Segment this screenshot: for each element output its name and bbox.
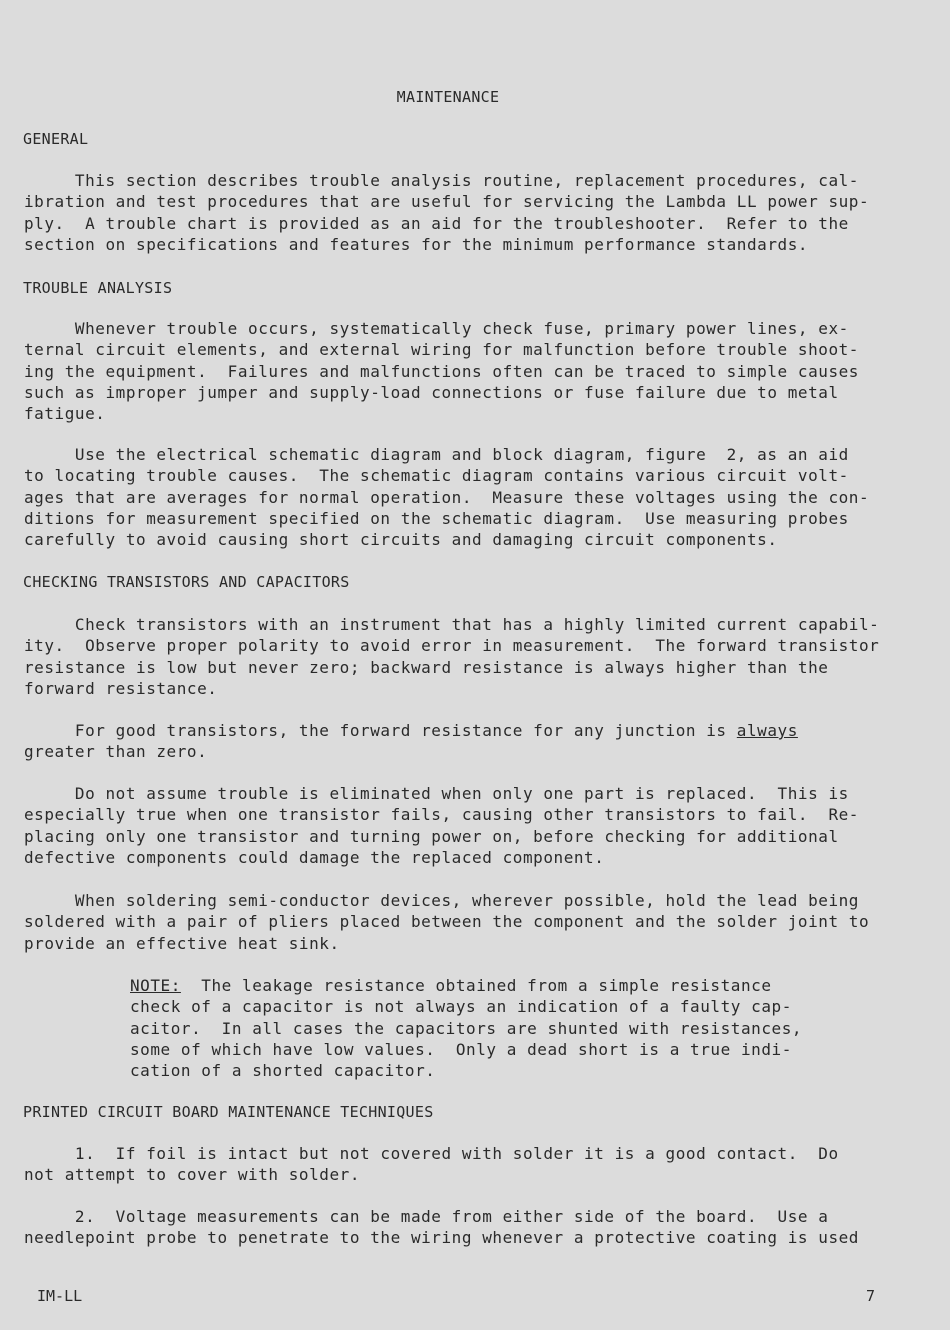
section-heading-trouble-analysis: TROUBLE ANALYSIS xyxy=(23,279,173,297)
list-item-pcb-1: 1. If foil is intact but not covered with solder it is a good contact. Do not attempt to cover with solder. xyxy=(24,1144,839,1185)
underlined-word-always: always xyxy=(736,721,798,740)
paragraph-checking-2-start: For good transistors, the forward resistance for any junction is xyxy=(24,721,737,740)
paragraph-checking-4: When soldering semi-conductor devices, wherever possible, hold the lead being soldered with a pair of pliers placed between the component and the solder joint to provide an effective heat sink. xyxy=(24,891,870,953)
paragraph-checking-2-end: greater than zero. xyxy=(24,742,208,762)
note-block xyxy=(130,975,850,1081)
section-heading-checking: CHECKING TRANSISTORS AND CAPACITORS xyxy=(23,573,350,591)
note-label: NOTE: xyxy=(130,976,181,995)
list-item-pcb-2: 2. Voltage measurements can be made from either side of the board. Use a needlepoint probe to penetrate to the wiring whenever a protective coating is used xyxy=(24,1207,859,1248)
paragraph-trouble-2: Use the electrical schematic diagram and block diagram, figure 2, as an aid to locating trouble causes. The schematic diagram contains various circuit volt- ages that are averages for normal operation. Measure these voltages using the con- ditions for measurement specified on the schematic diagram. Use measuring probes carefully to avoid causing short circuits and damaging circuit components. xyxy=(24,445,870,550)
page-number: 7 xyxy=(866,1287,876,1305)
paragraph-checking-2 xyxy=(24,720,914,763)
section-heading-pcb: PRINTED CIRCUIT BOARD MAINTENANCE TECHNIQUES xyxy=(23,1103,434,1121)
paragraph-checking-1: Check transistors with an instrument that has a highly limited current capabil- ity. Observe proper polarity to avoid error in measurement. The forward transistor resistance is low but never zero; backward resistance is always higher than the forward resistance. xyxy=(24,615,880,698)
page-title: MAINTENANCE xyxy=(396,88,500,106)
paragraph-checking-3: Do not assume trouble is eliminated when only one part is replaced. This is especially true when one transistor fails, causing other transistors to fail. Re- placing only one transistor and turning power on, before checking for additional defective components could damage the replaced component. xyxy=(24,784,859,867)
footer-document-id: IM-LL xyxy=(37,1287,83,1305)
note-text: The leakage resistance obtained from a simple resistance check of a capacitor is not always an indication of a faulty cap- acitor. In all cases the capacitors are shunted with resistances, some of which have low values. Only a dead short is a true indi- cation of a shorted capacitor. xyxy=(130,976,803,1081)
paragraph-trouble-1: Whenever trouble occurs, systematically check fuse, primary power lines, ex- ternal circuit elements, and external wiring for malfunction before trouble shoot- ing the equipment. Failures and malfunctions often can be traced to simple causes such as improper jumper and supply-load connections or fuse failure due to metal fatigue. xyxy=(24,319,859,424)
section-heading-general: GENERAL xyxy=(23,130,89,148)
paragraph-general: This section describes trouble analysis routine, replacement procedures, cal- ibration and test procedures that are useful for servicing the Lambda LL power sup- ply. A trouble chart is provided as an aid for the troubleshooter. Refer to the section on specifications and features for the minimum performance standards. xyxy=(24,171,870,254)
